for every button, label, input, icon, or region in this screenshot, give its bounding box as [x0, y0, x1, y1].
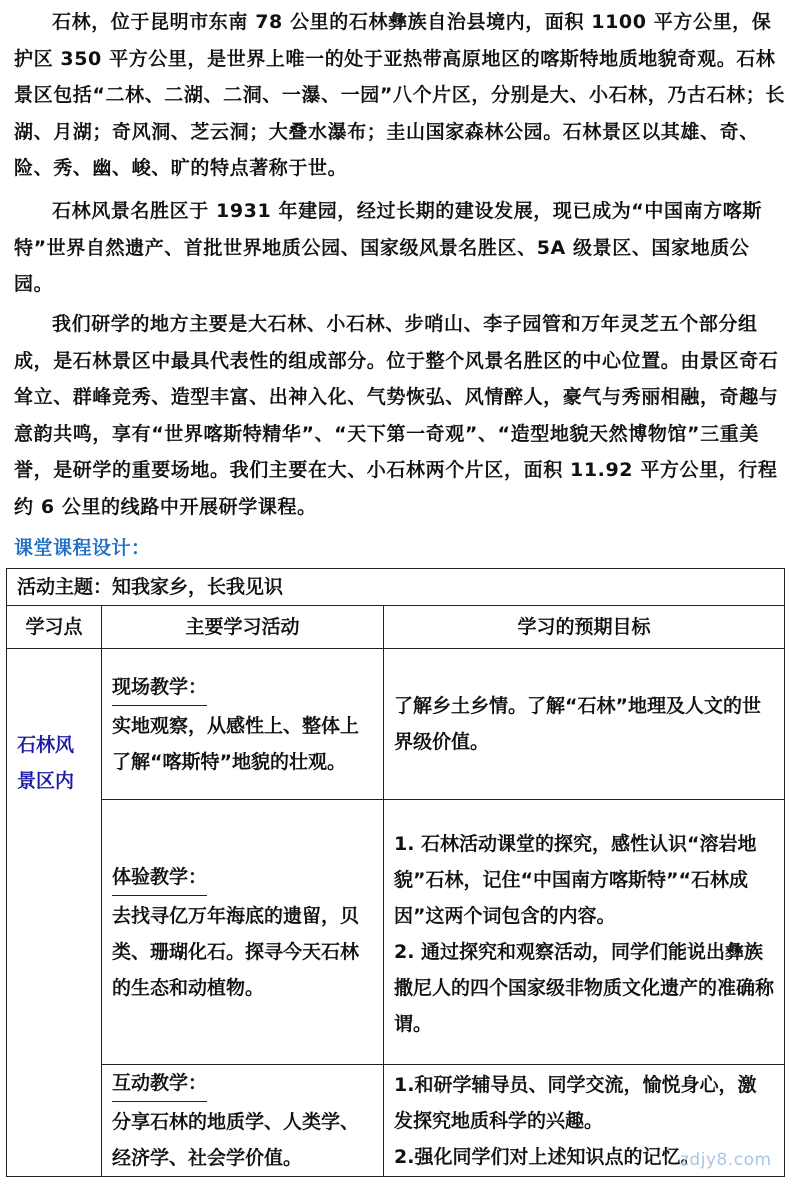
header-expected-goal: 学习的预期目标 [384, 606, 785, 649]
table-header-row [7, 606, 785, 649]
history-paragraph: 石林风景名胜区于 1931 年建园，经过长期的建设发展，现已成为“中国南方喀斯特”世界自然遗产、首批世界地质公园、国家级风景名胜区、5A 级景区、国家地质公园。 [14, 200, 762, 296]
goal-item: 2.强化同学们对上述知识点的记忆。 [394, 1145, 700, 1168]
activity-title: 现场教学： [112, 669, 207, 706]
course-design-table [6, 568, 785, 1177]
activity-cell [102, 1065, 384, 1177]
table-row [7, 649, 785, 800]
intro-paragraph: 石林，位于昆明市东南 78 公里的石林彝族自治县境内，面积 1100 平方公里，保护区 350 平方公里，是世界上唯一的处于亚热带高原地区的喀斯特地质地貌奇观。石林景区包括“二林、二湖、二洞、一瀑、一园”八个片区，分别是大、小石林，乃古石林；长湖、月湖；奇风洞、芝云洞；大叠水瀑布；圭山国家森林公园。石林景区以其雄、奇、险、秀、幽、峻、旷的特点著称于世。 [14, 11, 785, 180]
goal-cell [384, 649, 785, 800]
header-learning-point: 学习点 [7, 606, 102, 649]
activity-theme: 活动主题：知我家乡，长我见识 [7, 569, 785, 606]
activity-title: 体验教学： [112, 859, 207, 896]
goal-item: 2. 通过探究和观察活动，同学们能说出彝族撒尼人的四个国家级非物质文化遗产的准确称谓。 [394, 941, 775, 1035]
section-heading: 课堂课程设计： [14, 537, 151, 559]
learning-point-cell: 石林风景区内 [7, 649, 102, 1177]
activity-body: 实地观察，从感性上、整体上了解“喀斯特”地貌的壮观。 [112, 714, 360, 773]
activity-title: 互动教学： [112, 1065, 207, 1102]
activity-body: 去找寻亿万年海底的遗留，贝类、珊瑚化石。探寻今天石林的生态和动植物。 [112, 904, 360, 999]
activity-body: 分享石林的地质学、人类学、经济学、社会学价值。 [112, 1111, 360, 1169]
activity-cell [102, 800, 384, 1065]
watermark: zdjy8.com [680, 1150, 772, 1170]
goal-item: 1. 石林活动课堂的探究，感性认识“溶岩地貌”石林，记住“中国南方喀斯特”“石林成因”这两个词包含的内容。 [394, 833, 757, 927]
goal-item: 1.和研学辅导员、同学交流，愉悦身心，激发探究地质科学的兴趣。 [394, 1073, 757, 1132]
study-area-paragraph: 我们研学的地方主要是大石林、小石林、步哨山、李子园管和万年灵芝五个部分组成，是石林景区中最具代表性的组成部分。位于整个风景名胜区的中心位置。由景区奇石耸立、群峰竞秀、造型丰富、出神入化、气势恢弘、风情醉人，豪气与秀丽相融，奇趣与意韵共鸣，享有“世界喀斯特精华”、“天下第一奇观”、“造型地貌天然博物馆”三重美誉，是研学的重要场地。我们主要在大、小石林两个片区，面积 11.92 平方公里，行程约 6 公里的线路中开展研学课程。 [14, 313, 779, 518]
goal-item: 了解乡土乡情。了解“石林”地理及人文的世界级价值。 [394, 695, 761, 753]
activity-cell [102, 649, 384, 800]
table-row [7, 800, 785, 1065]
table-row [7, 1065, 785, 1177]
header-main-activity: 主要学习活动 [102, 606, 384, 649]
goal-cell [384, 800, 785, 1065]
